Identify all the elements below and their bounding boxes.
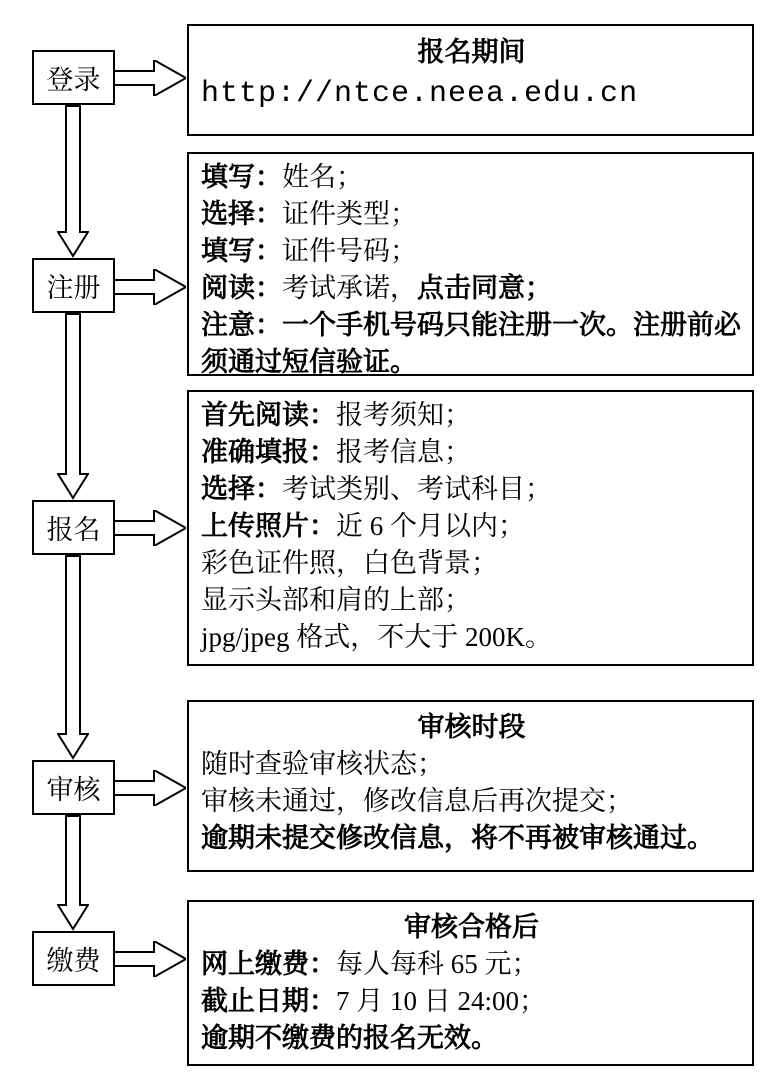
step-box-signup xyxy=(32,500,115,555)
info-box-signup-details xyxy=(187,390,754,666)
step-box-review xyxy=(32,760,115,815)
step-box-login xyxy=(32,50,115,105)
text-line: 选择：考试类别、考试科目； xyxy=(201,474,552,504)
arrow-down-icon xyxy=(57,105,89,258)
text-line: http://ntce.neea.edu.cn xyxy=(201,77,639,111)
step-label-register: 注册 xyxy=(46,273,101,303)
box-title: 报名期间 xyxy=(417,37,526,67)
text-line: 选择：证件类型； xyxy=(201,199,417,229)
text-line: 逾期未提交修改信息，将不再被审核通过。 xyxy=(201,823,714,853)
text-line: jpg/jpeg 格式，不大于 200K。 xyxy=(201,622,552,652)
step-box-register xyxy=(32,258,115,313)
arrow-right-icon xyxy=(114,941,186,977)
box-title: 审核时段 xyxy=(417,712,526,742)
arrow-right-icon xyxy=(114,510,186,546)
text-line: 截止日期：7 月 10 日 24:00； xyxy=(201,986,547,1016)
arrow-down-icon xyxy=(57,313,89,500)
text-line: 首先阅读：报考须知； xyxy=(201,400,471,430)
info-box-register-details xyxy=(187,152,754,376)
info-box-review-details xyxy=(187,700,754,872)
arrow-right-icon xyxy=(114,60,186,96)
text-line: 填写：姓名； xyxy=(201,162,363,192)
text-line: 填写：证件号码； xyxy=(201,236,417,266)
text-line: 审核未通过，修改信息后再次提交； xyxy=(201,786,633,816)
text-line: 随时查验审核状态； xyxy=(201,749,444,779)
box-title: 审核合格后 xyxy=(404,912,539,942)
step-label-signup: 报名 xyxy=(46,515,101,545)
step-label-payment: 缴费 xyxy=(46,946,101,976)
arrow-right-icon xyxy=(114,770,186,806)
step-label-login: 登录 xyxy=(46,65,101,95)
info-box-registration-period xyxy=(187,24,754,136)
info-box-payment-details xyxy=(187,900,754,1066)
text-line: 彩色证件照，白色背景； xyxy=(201,548,498,578)
text-line: 逾期不缴费的报名无效。 xyxy=(201,1023,498,1053)
text-line: 上传照片：近 6 个月以内； xyxy=(201,511,525,541)
step-label-review: 审核 xyxy=(46,775,101,805)
text-line: 注意：一个手机号码只能注册一次。注册前必须通过短信验证。 xyxy=(201,310,741,376)
text-line: 准确填报：报考信息； xyxy=(201,437,471,467)
step-box-payment xyxy=(32,931,115,986)
arrow-down-icon xyxy=(57,815,89,931)
text-line: 显示头部和肩的上部； xyxy=(201,585,471,615)
text-line: 阅读：考试承诺，点击同意； xyxy=(201,273,552,303)
arrow-down-icon xyxy=(57,555,89,760)
text-line: 网上缴费：每人每科 65 元； xyxy=(201,949,539,979)
arrow-right-icon xyxy=(114,269,186,305)
